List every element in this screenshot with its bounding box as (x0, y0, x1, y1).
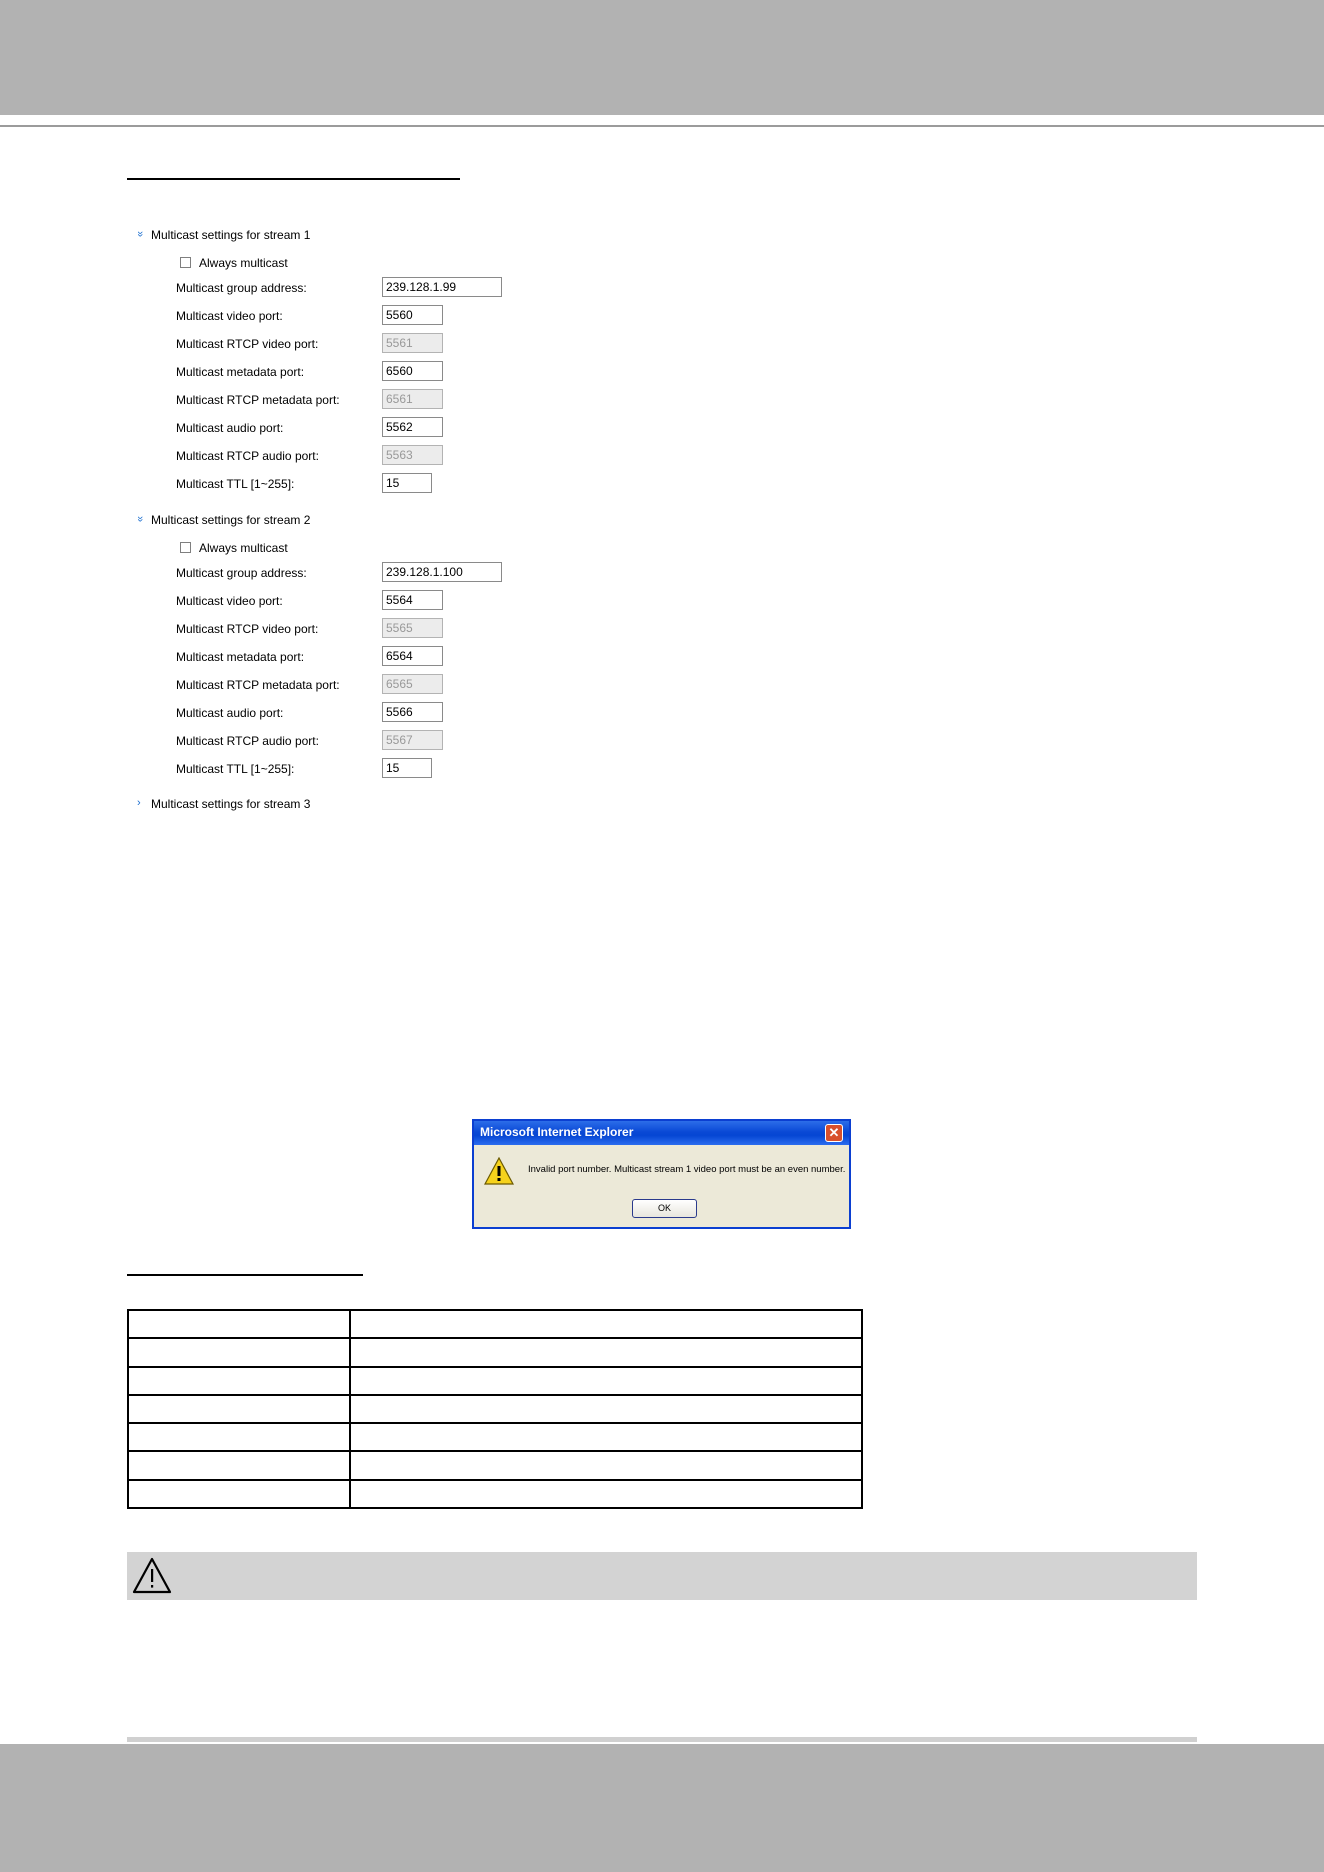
port-input[interactable]: 5562 (382, 417, 443, 437)
header-rule (0, 125, 1324, 127)
field-label: Multicast RTCP video port: (176, 622, 319, 636)
expanded-arrow-icon: » (134, 515, 147, 523)
table-cell (128, 1451, 350, 1479)
close-icon[interactable]: ✕ (825, 1124, 843, 1142)
disabled-port-field: 5567 (382, 730, 443, 750)
table-cell (350, 1367, 862, 1395)
port-input[interactable]: 6560 (382, 361, 443, 381)
dialog-titlebar[interactable] (474, 1121, 849, 1145)
table-cell (128, 1310, 350, 1338)
table-cell (350, 1395, 862, 1423)
table-row (128, 1310, 862, 1338)
dialog-message: Invalid port number. Multicast stream 1 video port must be an even number. (528, 1164, 846, 1175)
warning-icon (484, 1157, 514, 1185)
disabled-port-field: 5565 (382, 618, 443, 638)
alert-dialog (472, 1119, 851, 1229)
table-cell (350, 1480, 862, 1508)
field-label: Multicast RTCP video port: (176, 337, 319, 351)
field-label: Multicast RTCP metadata port: (176, 678, 340, 692)
field-label: Multicast audio port: (176, 421, 284, 435)
port-input[interactable]: 5560 (382, 305, 443, 325)
field-label: Multicast metadata port: (176, 365, 305, 379)
disabled-port-field: 5563 (382, 445, 443, 465)
stream-3-heading: Multicast settings for stream 3 (151, 797, 311, 811)
field-label: Multicast TTL [1~255]: (176, 762, 295, 776)
table-cell (350, 1423, 862, 1451)
stream-1-heading: Multicast settings for stream 1 (151, 228, 311, 242)
table-row (128, 1480, 862, 1508)
port-input[interactable]: 5566 (382, 702, 443, 722)
disabled-port-field: 5561 (382, 333, 443, 353)
table-row (128, 1451, 862, 1479)
table-cell (350, 1310, 862, 1338)
table-cell (350, 1451, 862, 1479)
section-heading-underline (127, 1274, 363, 1276)
port-input[interactable]: 15 (382, 758, 432, 778)
disabled-port-field: 6565 (382, 674, 443, 694)
table-cell (128, 1395, 350, 1423)
ok-button[interactable]: OK (632, 1199, 697, 1218)
caution-note-bar (127, 1552, 1197, 1600)
field-label: Multicast group address: (176, 566, 307, 580)
table-cell (350, 1338, 862, 1366)
footer-rule (127, 1737, 1197, 1742)
port-input[interactable]: 5564 (382, 590, 443, 610)
collapsed-arrow-icon: › (137, 797, 141, 809)
dialog-title: Microsoft Internet Explorer (480, 1125, 634, 1139)
parameter-table (127, 1309, 863, 1509)
field-label: Multicast video port: (176, 594, 283, 608)
port-input[interactable]: 6564 (382, 646, 443, 666)
table-cell (128, 1367, 350, 1395)
field-label: Multicast RTCP audio port: (176, 734, 319, 748)
table-cell (128, 1423, 350, 1451)
field-label: Multicast metadata port: (176, 650, 305, 664)
table-cell (128, 1338, 350, 1366)
header-band (0, 0, 1324, 115)
always-multicast-checkbox[interactable] (180, 542, 191, 553)
table-cell (128, 1480, 350, 1508)
expanded-arrow-icon: » (134, 230, 147, 238)
disabled-port-field: 6561 (382, 389, 443, 409)
table-row (128, 1338, 862, 1366)
field-label: Multicast TTL [1~255]: (176, 477, 295, 491)
caution-icon (131, 1556, 173, 1596)
port-input[interactable]: 15 (382, 473, 432, 493)
always-multicast-checkbox[interactable] (180, 257, 191, 268)
port-input[interactable]: 239.128.1.100 (382, 562, 502, 582)
table-row (128, 1367, 862, 1395)
field-label: Multicast RTCP audio port: (176, 449, 319, 463)
footer-band (0, 1744, 1324, 1872)
field-label: Multicast group address: (176, 281, 307, 295)
always-multicast-label: Always multicast (199, 256, 288, 270)
field-label: Multicast RTCP metadata port: (176, 393, 340, 407)
table-row (128, 1423, 862, 1451)
stream-2-heading: Multicast settings for stream 2 (151, 513, 311, 527)
port-input[interactable]: 239.128.1.99 (382, 277, 502, 297)
field-label: Multicast video port: (176, 309, 283, 323)
section-heading-underline (127, 178, 460, 180)
table-row (128, 1395, 862, 1423)
always-multicast-label: Always multicast (199, 541, 288, 555)
field-label: Multicast audio port: (176, 706, 284, 720)
